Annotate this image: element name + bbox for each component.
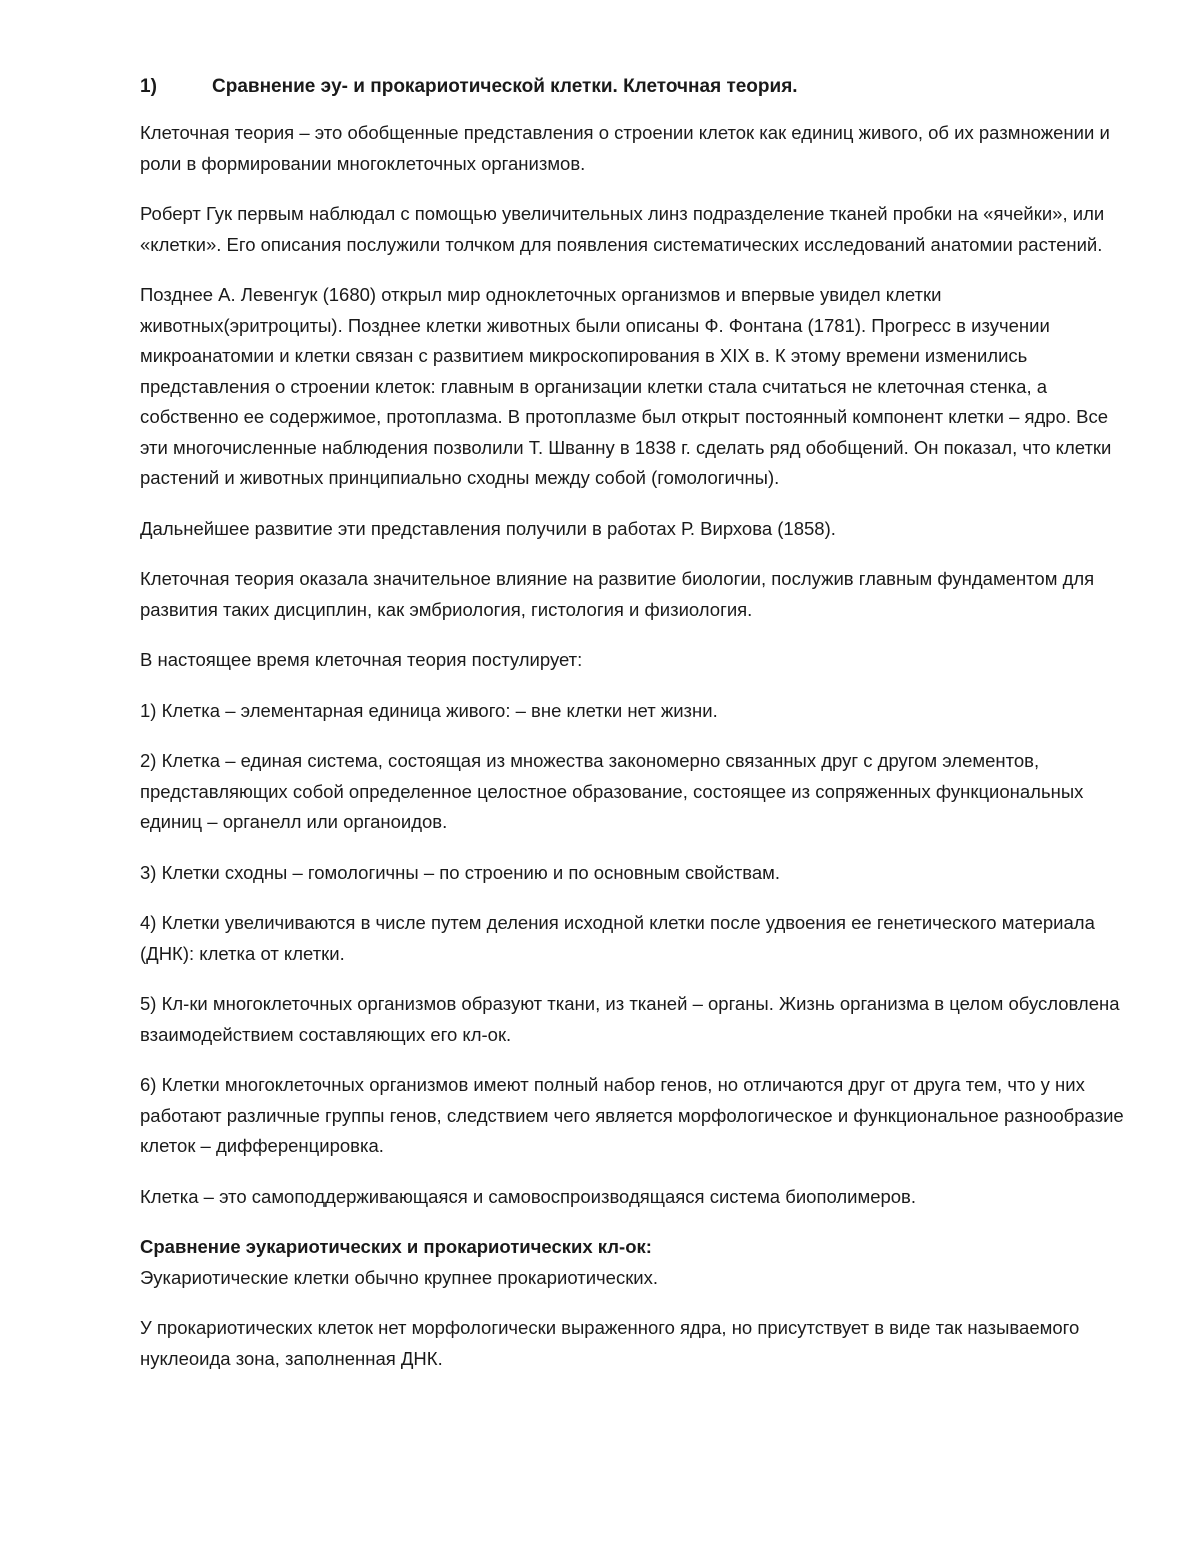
paragraph-cell-theory-definition: Клеточная теория – это обобщенные представления о строении клеток как единиц живого, об их размножении и роли в формировании многоклеточных организмов. bbox=[140, 122, 1110, 174]
section-heading bbox=[140, 72, 1130, 102]
postulate-5: 5) Кл-ки многоклеточных организмов образуют ткани, из тканей – органы. Жизнь организма в целом обусловлена взаимодействием составляющих его кл-ок. bbox=[140, 993, 1120, 1045]
document-page bbox=[140, 72, 1130, 1394]
paragraph-influence: Клеточная теория оказала значительное влияние на развитие биологии, послужив главным фундаментом для развития таких дисциплин, как эмбриология, гистология и физиология. bbox=[140, 568, 1095, 620]
comparison-heading: Сравнение эукариотических и прокариотических кл-ок: bbox=[140, 1236, 652, 1257]
postulate-4: 4) Клетки увеличиваются в числе путем деления исходной клетки после удвоения ее генетического материала (ДНК): клетка от клетки. bbox=[140, 912, 1095, 964]
paragraph-leeuwenhoek: Позднее А. Левенгук (1680) открыл мир одноклеточных организмов и впервые увидел клетки животных(эритроциты). Позднее клетки животных были описаны Ф. Фонтана (1781). Прогресс в изучении микроанатомии и клетки связан с развитием микроскопирования в XIX в. К этому времени изменились представления о строении клеток: главным в организации клетки стала считаться не клеточная стенка, а собственно ее содержимое, протоплазма. В протоплазме был открыт постоянный компонент клетки – ядро. Все эти многочисленные наблюдения позволили Т. Шванну в 1838 г. сделать ряд обобщений. Он показал, что клетки растений и животных принципиально сходны между собой (гомологичны). bbox=[140, 284, 1112, 488]
section-title: Сравнение эу- и прокариотической клетки. Клеточная теория. bbox=[212, 76, 798, 97]
postulate-2: 2) Клетка – единая система, состоящая из множества закономерно связанных друг с другом элементов, представляющих собой определенное целостное образование, состоящее из сопряженных функциональных единиц – органелл или органоидов. bbox=[140, 750, 1084, 832]
paragraph-postulates-intro: В настоящее время клеточная теория постулирует: bbox=[140, 649, 583, 670]
postulate-6: 6) Клетки многоклеточных организмов имеют полный набор генов, но отличаются друг от друга тем, что у них работают различные группы генов, следствием чего является морфологическое и функциональное разнообразие клеток – дифференцировка. bbox=[140, 1074, 1124, 1156]
section-number: 1) bbox=[140, 76, 157, 97]
postulate-1: 1) Клетка – элементарная единица живого: – вне клетки нет жизни. bbox=[140, 699, 718, 721]
comparison-paragraph-size: Эукариотические клетки обычно крупнее прокариотических. bbox=[140, 1266, 659, 1288]
paragraph-cell-definition: Клетка – это самоподдерживающаяся и самовоспроизводящаяся система биополимеров. bbox=[140, 1185, 917, 1207]
paragraph-virchow: Дальнейшее развитие эти представления получили в работах Р. Вирхова (1858). bbox=[140, 517, 836, 539]
paragraph-hooke: Роберт Гук первым наблюдал с помощью увеличительных линз подразделение тканей пробки на «ячейки», или «клетки». Его описания послужили толчком для появления систематических исследований анатомии растений. bbox=[140, 203, 1105, 255]
postulate-3: 3) Клетки сходны – гомологичны – по строению и по основным свойствам. bbox=[140, 861, 781, 883]
comparison-paragraph-nucleoid: У прокариотических клеток нет морфологически выраженного ядра, но присутствует в виде так называемого нуклеоида зона, заполненная ДНК. bbox=[140, 1317, 1080, 1369]
